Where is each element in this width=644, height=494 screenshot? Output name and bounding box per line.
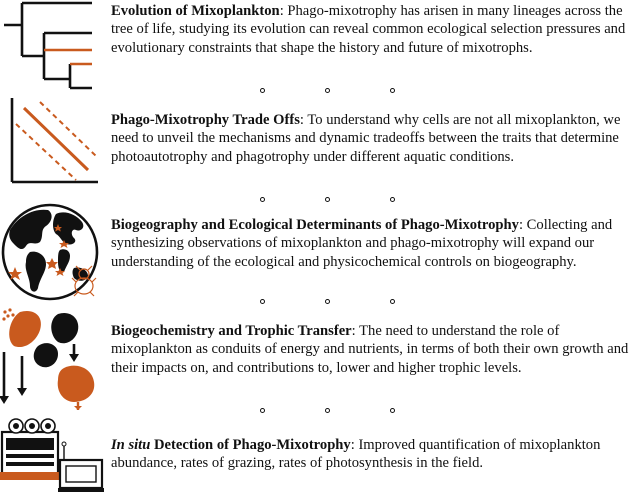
lab-instruments-icon [0, 414, 104, 494]
section-evolution-title: Evolution of Mixoplankton [111, 3, 280, 19]
section-biogeochemistry-separator: : [351, 323, 356, 339]
section-biogeochemistry [0, 306, 644, 412]
separator-dot [260, 408, 265, 413]
section-biogeochemistry-text [111, 322, 641, 377]
phylogenetic-tree-icon [0, 0, 100, 90]
separator-dot [390, 408, 395, 413]
separator-dot [325, 88, 330, 93]
section-detection [0, 414, 644, 494]
section-tradeoffs [0, 96, 644, 192]
section-biogeography-title: Biogeography and Ecological Determinants of Phago-Mixotrophy [111, 217, 519, 233]
section-evolution-text [111, 2, 641, 57]
section-biogeography [0, 200, 644, 302]
section-biogeography-separator: : [518, 217, 524, 233]
section-tradeoffs-body: To understand why cells are not all mixoplankton, we need to unveil the mechanisms and dynamic tradeoffs between the traits that determine photoautotrophy and phagotrophy under different aquatic conditions. [111, 112, 621, 165]
section-tradeoffs-separator: : [299, 112, 304, 128]
separator-dot [325, 408, 330, 413]
separator-dot [390, 299, 395, 304]
separator-dot [390, 88, 395, 93]
trophic-transfer-icon [0, 306, 104, 410]
section-biogeochemistry-title: Biogeochemistry and Trophic Transfer [111, 323, 352, 339]
section-biogeochemistry-body: The need to understand the role of mixoplankton as conduits of energy and nutrients, in terms of both their own growth and their impacts on, and contributions to, lower and higher trophic levels. [111, 323, 629, 376]
separator-dot [325, 299, 330, 304]
tradeoff-plot-icon [0, 96, 100, 192]
section-evolution [0, 0, 644, 92]
section-detection-text [111, 436, 641, 473]
globe-icon [0, 200, 104, 304]
section-biogeography-body: Collecting and synthesizing observations of mixoplankton and phago-mixotrophy will expand our understanding of the ecological and physicochemical controls on biogeography. [111, 217, 613, 270]
section-tradeoffs-text [111, 111, 641, 166]
section-biogeography-text [111, 216, 641, 271]
separator-dot [260, 88, 265, 93]
section-evolution-separator: : [279, 3, 284, 19]
section-evolution-body: Phago-mixotrophy has arisen in many lineages across the tree of life, studying its evolution can reveal common ecological selection pressures and evolutionary constraints that shape the history and future of mixotrophs. [111, 3, 626, 56]
section-detection-title [111, 437, 351, 453]
section-detection-separator: : [350, 437, 355, 453]
section-detection-body: Improved quantification of mixoplankton abundance, rates of grazing, rates of photosynthesis in the field. [111, 437, 601, 472]
section-detection-title-rest: Detection of Phago-Mixotrophy [150, 437, 351, 453]
separator-dot [260, 299, 265, 304]
section-detection-title-italic: In situ [111, 437, 151, 453]
section-tradeoffs-title: Phago-Mixotrophy Trade Offs [111, 112, 300, 128]
